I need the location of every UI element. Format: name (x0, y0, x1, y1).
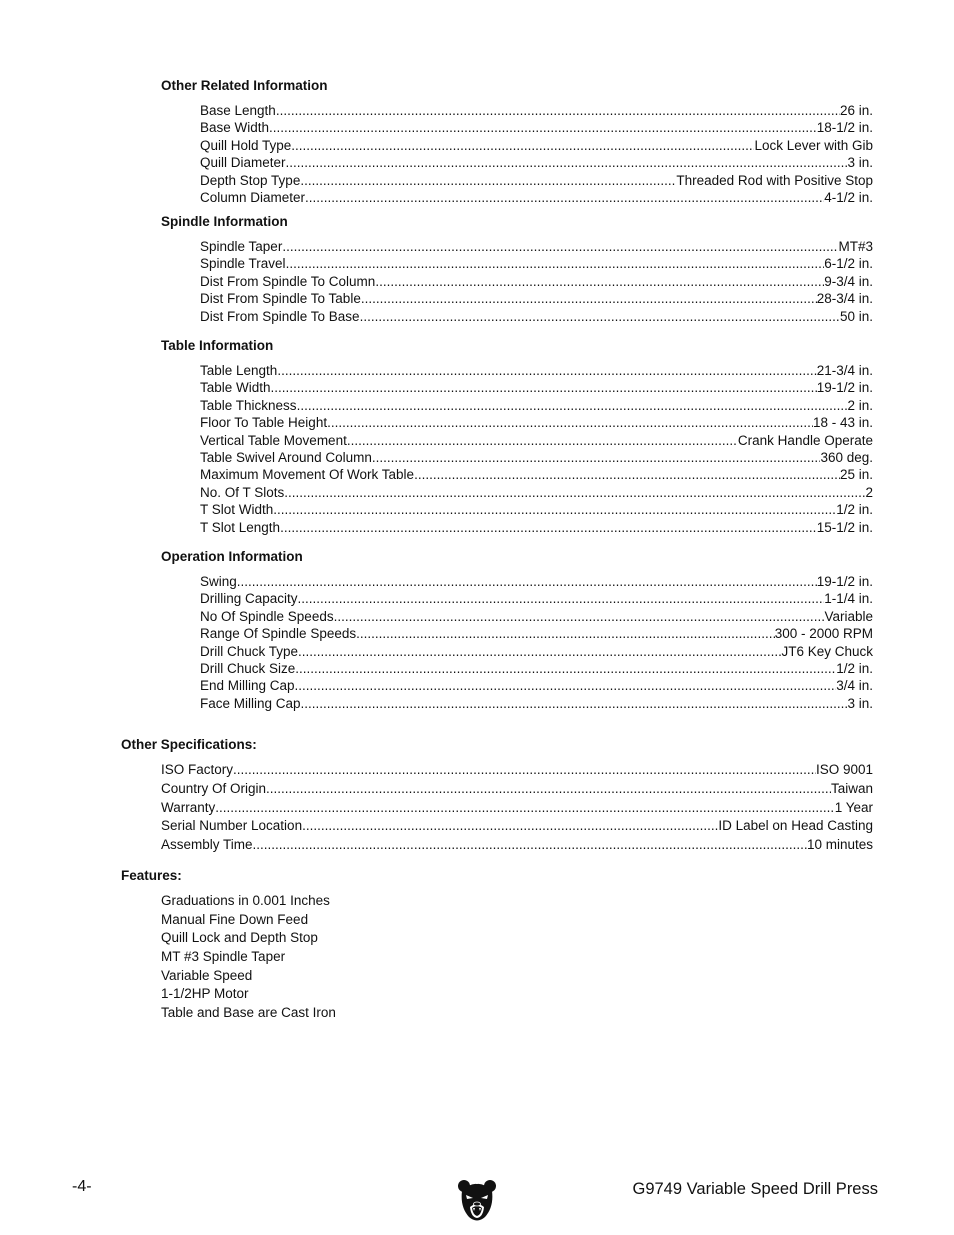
spec-row (200, 484, 873, 501)
dot-leader (356, 625, 775, 642)
dot-leader (372, 449, 821, 466)
spec-value: 25 in. (839, 467, 873, 483)
dot-leader (334, 608, 825, 625)
spec-label: Assembly Time (161, 837, 253, 853)
feature-item: Manual Fine Down Feed (161, 911, 309, 927)
spec-list-other-specifications (161, 761, 873, 855)
spec-value: Taiwan (830, 780, 873, 796)
spec-value: 1-1/4 in. (824, 591, 873, 607)
spec-label: No. Of T Slots (200, 484, 285, 500)
section-title-table: Table Information (161, 338, 274, 353)
dot-leader (347, 432, 738, 449)
spec-row (200, 432, 873, 449)
spec-label: Base Length (200, 103, 276, 118)
spec-value: 1 Year (834, 799, 873, 815)
dot-leader (286, 154, 848, 171)
spec-value: 15-1/2 in. (816, 519, 873, 535)
spec-value: 3 in. (847, 695, 873, 711)
spec-value: 3/4 in. (836, 678, 873, 694)
dot-leader (300, 172, 676, 189)
spec-value: 6-1/2 in. (824, 256, 873, 272)
dot-leader (295, 660, 836, 677)
spec-row (200, 172, 873, 189)
dot-leader (215, 799, 834, 818)
dot-leader (295, 677, 837, 694)
spec-value: MT#3 (838, 239, 873, 254)
spec-label: Table Swivel Around Column (200, 449, 372, 465)
bear-head-logo-icon (456, 1177, 498, 1223)
feature-item: 1-1/2HP Motor (161, 986, 249, 1002)
spec-label: Vertical Table Movement (200, 432, 347, 448)
section-title-spindle: Spindle Information (161, 214, 288, 229)
dot-leader (302, 817, 718, 836)
spec-row (200, 573, 873, 590)
dot-leader (269, 119, 817, 136)
spec-label: Quill Hold Type (200, 137, 292, 153)
spec-row (200, 290, 873, 307)
spec-row (161, 780, 873, 799)
spec-label: End Milling Cap (200, 678, 295, 694)
dot-leader (237, 573, 817, 590)
dot-leader (253, 836, 807, 855)
spec-value: 2 in. (847, 397, 873, 413)
spec-row (200, 695, 873, 712)
feature-item: Graduations in 0.001 Inches (161, 893, 330, 908)
section-title-operation: Operation Information (161, 549, 303, 564)
other-specifications-title: Other Specifications: (121, 737, 257, 752)
spec-label: Spindle Travel (200, 256, 286, 272)
spec-list-table (200, 362, 873, 536)
spec-row (200, 466, 873, 483)
spec-row (200, 625, 873, 642)
spec-label: Quill Diameter (200, 155, 286, 171)
spec-row (200, 255, 873, 272)
dot-leader (291, 137, 754, 154)
spec-row (200, 308, 873, 325)
spec-value: 3 in. (847, 155, 873, 171)
spec-row (161, 836, 873, 855)
spec-row (200, 119, 873, 136)
spec-label: ISO Factory (161, 762, 234, 777)
dot-leader (327, 414, 813, 431)
spec-row (200, 102, 873, 119)
spec-value: 10 minutes (806, 837, 873, 853)
spec-row (200, 660, 873, 677)
dot-leader (414, 466, 840, 483)
spec-label: Face Milling Cap (200, 695, 301, 711)
spec-label: Spindle Taper (200, 239, 283, 254)
spec-list-operation (200, 573, 873, 712)
spec-row (200, 273, 873, 290)
dot-leader (305, 189, 824, 206)
spec-label: Table Width (200, 380, 271, 396)
spec-row (200, 154, 873, 171)
spec-value: ID Label on Head Casting (718, 818, 873, 834)
spec-label: Drilling Capacity (200, 591, 298, 607)
spec-row (200, 379, 873, 396)
spec-value: 9-3/4 in. (824, 273, 873, 289)
spec-value: 28-3/4 in. (816, 291, 873, 307)
spec-row (200, 414, 873, 431)
spec-value: 300 - 2000 RPM (774, 626, 873, 642)
spec-label: Range Of Spindle Speeds (200, 626, 357, 642)
spec-value: Variable (824, 608, 873, 624)
spec-value: 26 in. (839, 103, 873, 118)
spec-row (200, 238, 873, 255)
dot-leader (286, 255, 825, 272)
spec-row (161, 799, 873, 818)
spec-value: 1/2 in. (836, 502, 873, 518)
spec-value: ISO 9001 (815, 762, 873, 777)
spec-row (200, 501, 873, 518)
dot-leader (298, 590, 825, 607)
spec-label: Maximum Movement Of Work Table (200, 467, 415, 483)
spec-label: Floor To Table Height (200, 415, 328, 431)
dot-leader (276, 102, 840, 119)
spec-label: Dist From Spindle To Column (200, 273, 376, 289)
spec-row (200, 590, 873, 607)
spec-row (200, 449, 873, 466)
feature-item: Variable Speed (161, 967, 253, 983)
spec-row (200, 189, 873, 206)
spec-row (161, 761, 873, 780)
spec-row (200, 362, 873, 379)
spec-value: 18-1/2 in. (816, 120, 873, 136)
spec-label: Column Diameter (200, 189, 306, 205)
section-title-other-related: Other Related Information (161, 78, 328, 93)
spec-label: Dist From Spindle To Table (200, 291, 361, 307)
spec-label: Warranty (161, 799, 216, 815)
spec-label: Swing (200, 574, 237, 589)
dot-leader (297, 397, 848, 414)
spec-row (200, 677, 873, 694)
spec-value: Threaded Rod with Positive Stop (676, 172, 873, 188)
spec-label: T Slot Length (200, 519, 281, 535)
spec-label: Country Of Origin (161, 780, 267, 796)
spec-value: 2 (865, 484, 873, 500)
spec-label: Drill Chuck Type (200, 643, 299, 659)
spec-row (200, 643, 873, 660)
spec-value: 18 - 43 in. (812, 415, 873, 431)
spec-label: T Slot Width (200, 502, 274, 518)
features-title: Features: (121, 868, 182, 883)
feature-item: Table and Base are Cast Iron (161, 1005, 336, 1021)
spec-label: Table Thickness (200, 397, 297, 413)
dot-leader (273, 501, 836, 518)
spec-label: Serial Number Location (161, 818, 303, 834)
spec-row (200, 608, 873, 625)
spec-list-spindle (200, 238, 873, 325)
dot-leader (360, 308, 840, 325)
spec-row (200, 519, 873, 536)
spec-value: JT6 Key Chuck (781, 643, 873, 659)
spec-label: Depth Stop Type (200, 172, 301, 188)
dot-leader (361, 290, 817, 307)
dot-leader (282, 238, 838, 255)
feature-item: MT #3 Spindle Taper (161, 949, 286, 965)
spec-row (200, 137, 873, 154)
dot-leader (277, 362, 816, 379)
spec-label: Base Width (200, 120, 270, 136)
dot-leader (298, 643, 781, 660)
dot-leader (301, 695, 848, 712)
dot-leader (271, 379, 817, 396)
spec-value: Lock Lever with Gib (754, 137, 873, 153)
spec-row (200, 397, 873, 414)
document-title: G9749 Variable Speed Drill Press (632, 1180, 878, 1198)
dot-leader (280, 519, 817, 536)
spec-value: 4-1/2 in. (824, 189, 873, 205)
features-list (161, 892, 336, 1023)
page-number: -4- (72, 1178, 92, 1195)
dot-leader (375, 273, 824, 290)
spec-label: Table Length (200, 363, 278, 378)
spec-list-other-related (200, 102, 873, 206)
spec-value: 19-1/2 in. (816, 380, 873, 396)
spec-value: 50 in. (839, 308, 873, 324)
dot-leader (266, 780, 831, 799)
spec-label: Drill Chuck Size (200, 660, 296, 676)
spec-label: Dist From Spindle To Base (200, 308, 360, 324)
spec-row (161, 817, 873, 836)
feature-item: Quill Lock and Depth Stop (161, 930, 318, 946)
spec-value: 1/2 in. (836, 660, 873, 676)
spec-value: 21-3/4 in. (816, 363, 873, 378)
spec-label: No Of Spindle Speeds (200, 608, 334, 624)
spec-value: Crank Handle Operate (737, 432, 873, 448)
spec-value: 360 deg. (820, 449, 873, 465)
dot-leader (233, 761, 816, 780)
dot-leader (284, 484, 865, 501)
spec-value: 19-1/2 in. (816, 574, 873, 589)
